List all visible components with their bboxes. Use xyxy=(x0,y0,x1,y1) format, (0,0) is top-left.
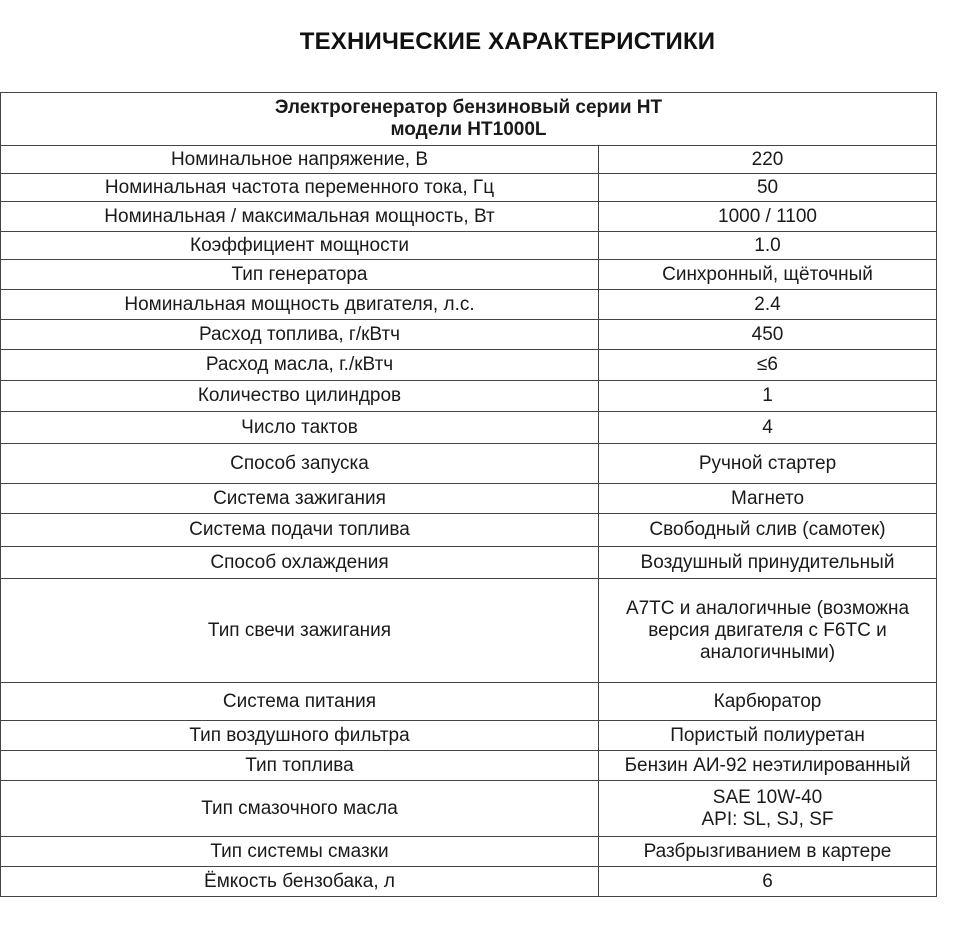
param-cell: Система подачи топлива xyxy=(1,514,599,547)
table-row xyxy=(1,174,937,202)
table-row xyxy=(1,146,937,174)
value-cell: 1.0 xyxy=(599,232,937,260)
param-cell: Способ запуска xyxy=(1,444,599,484)
param-cell: Коэффициент мощности xyxy=(1,232,599,260)
value-cell: Воздушный принудительный xyxy=(599,547,937,579)
value-cell: Пористый полиуретан xyxy=(599,721,937,751)
table-row xyxy=(1,683,937,721)
spec-table xyxy=(0,92,937,897)
table-row xyxy=(1,484,937,514)
table-row xyxy=(1,381,937,412)
param-cell: Система питания xyxy=(1,683,599,721)
value-cell: SAE 10W-40 API: SL, SJ, SF xyxy=(599,781,937,837)
value-cell: Бензин АИ-92 неэтилированный xyxy=(599,751,937,781)
param-cell: Тип свечи зажигания xyxy=(1,579,599,683)
table-row xyxy=(1,579,937,683)
table-row xyxy=(1,751,937,781)
value-cell: 220 xyxy=(599,146,937,174)
param-cell: Система зажигания xyxy=(1,484,599,514)
param-cell: Номинальная частота переменного тока, Гц xyxy=(1,174,599,202)
param-cell: Число тактов xyxy=(1,412,599,444)
value-cell: Карбюратор xyxy=(599,683,937,721)
value-cell: 50 xyxy=(599,174,937,202)
value-cell: ≤6 xyxy=(599,350,937,381)
value-cell: 450 xyxy=(599,320,937,350)
table-header-row xyxy=(1,93,937,146)
value-cell: 1 xyxy=(599,381,937,412)
param-cell: Способ охлаждения xyxy=(1,547,599,579)
param-cell: Расход масла, г./кВтч xyxy=(1,350,599,381)
table-row xyxy=(1,547,937,579)
value-cell: Свободный слив (самотек) xyxy=(599,514,937,547)
param-cell: Тип смазочного масла xyxy=(1,781,599,837)
value-cell: Ручной стартер xyxy=(599,444,937,484)
param-cell: Тип топлива xyxy=(1,751,599,781)
table-row xyxy=(1,350,937,381)
table-row xyxy=(1,202,937,232)
table-row xyxy=(1,444,937,484)
table-row xyxy=(1,867,937,897)
value-cell: Разбрызгиванием в картере xyxy=(599,837,937,867)
param-cell: Номинальная / максимальная мощность, Вт xyxy=(1,202,599,232)
table-row xyxy=(1,837,937,867)
value-cell: 1000 / 1100 xyxy=(599,202,937,232)
value-cell: A7TC и аналогичные (возможна версия двигателя с F6TC и аналогичными) xyxy=(599,579,937,683)
param-cell: Тип системы смазки xyxy=(1,837,599,867)
value-cell: Синхронный, щёточный xyxy=(599,260,937,290)
table-row xyxy=(1,320,937,350)
param-cell: Количество цилиндров xyxy=(1,381,599,412)
param-cell: Номинальная мощность двигателя, л.с. xyxy=(1,290,599,320)
table-row xyxy=(1,412,937,444)
param-cell: Номинальное напряжение, В xyxy=(1,146,599,174)
value-cell: 6 xyxy=(599,867,937,897)
table-row xyxy=(1,781,937,837)
param-cell: Тип воздушного фильтра xyxy=(1,721,599,751)
header-line-1: Электрогенератор бензиновый серии НТ xyxy=(274,97,663,118)
table-row xyxy=(1,290,937,320)
param-cell: Тип генератора xyxy=(1,260,599,290)
param-cell: Расход топлива, г/кВтч xyxy=(1,320,599,350)
table-row xyxy=(1,232,937,260)
page-title: ТЕХНИЧЕСКИЕ ХАРАКТЕРИСТИКИ xyxy=(299,28,716,55)
table-header-cell xyxy=(1,93,937,146)
value-cell: 2.4 xyxy=(599,290,937,320)
table-row xyxy=(1,514,937,547)
header-line-2: модели HT1000L xyxy=(390,119,547,140)
param-cell: Ёмкость бензобака, л xyxy=(1,867,599,897)
value-cell: Магнето xyxy=(599,484,937,514)
value-cell: 4 xyxy=(599,412,937,444)
table-row xyxy=(1,721,937,751)
table-row xyxy=(1,260,937,290)
